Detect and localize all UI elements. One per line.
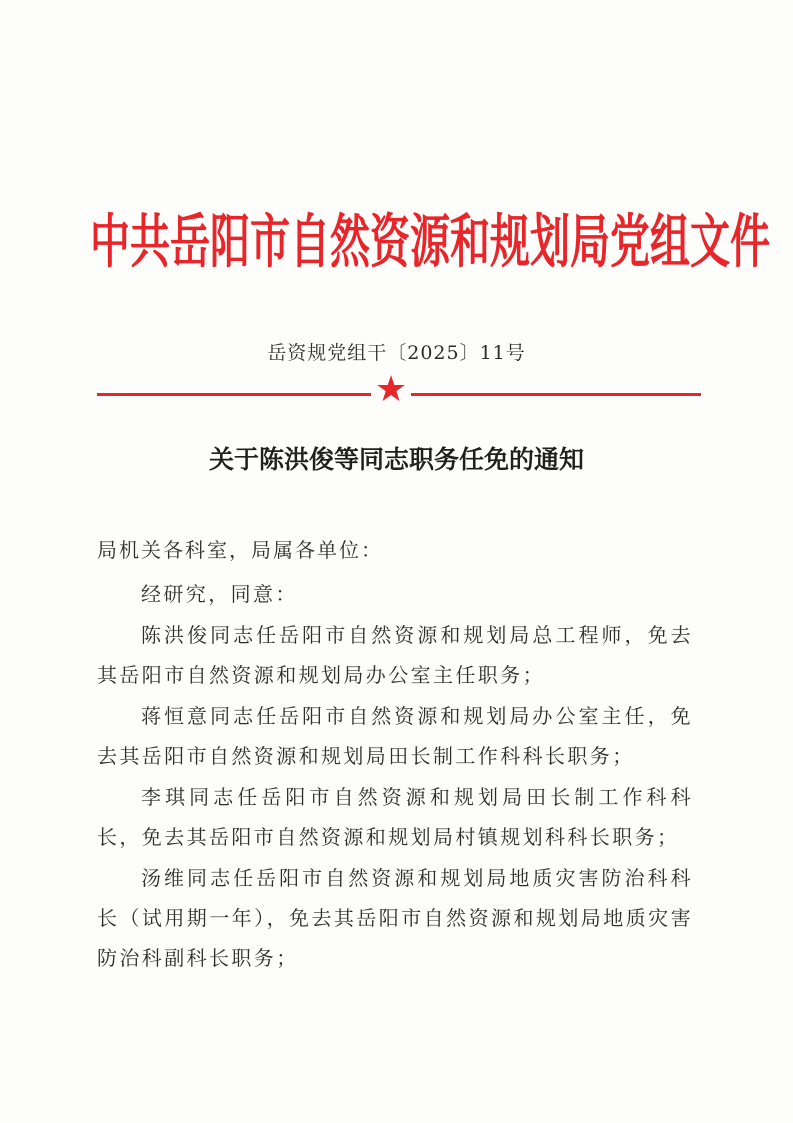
body-paragraph: 陈洪俊同志任岳阳市自然资源和规划局总工程师，免去其岳阳市自然资源和规划局办公室主任职务； (97, 623, 693, 687)
header-rule-right (411, 393, 701, 396)
body-paragraph: 汤维同志任岳阳市自然资源和规划局地质灾害防治科科长（试用期一年），免去其岳阳市自然资源和规划局地质灾害防治科副科长职务； (97, 866, 693, 970)
document-header-title: 中共岳阳市自然资源和规划局党组文件 (90, 209, 770, 276)
body-paragraph: 蒋恒意同志任岳阳市自然资源和规划局办公室主任，免去其岳阳市自然资源和规划局田长制工作科科长职务； (97, 704, 693, 768)
document-number: 岳资规党组干〔2025〕11号 (267, 342, 526, 364)
body-paragraph: 经研究，同意： (141, 582, 298, 606)
body-paragraph: 李琪同志任岳阳市自然资源和规划局田长制工作科科长，免去其岳阳市自然资源和规划局村镇规划科科长职务； (97, 785, 693, 849)
salutation: 局机关各科室，局属各单位： (97, 538, 383, 562)
red-star-icon: ★ (374, 369, 408, 410)
header-rule-left (97, 393, 371, 396)
notice-title: 关于陈洪俊等同志职务任免的通知 (208, 445, 584, 474)
